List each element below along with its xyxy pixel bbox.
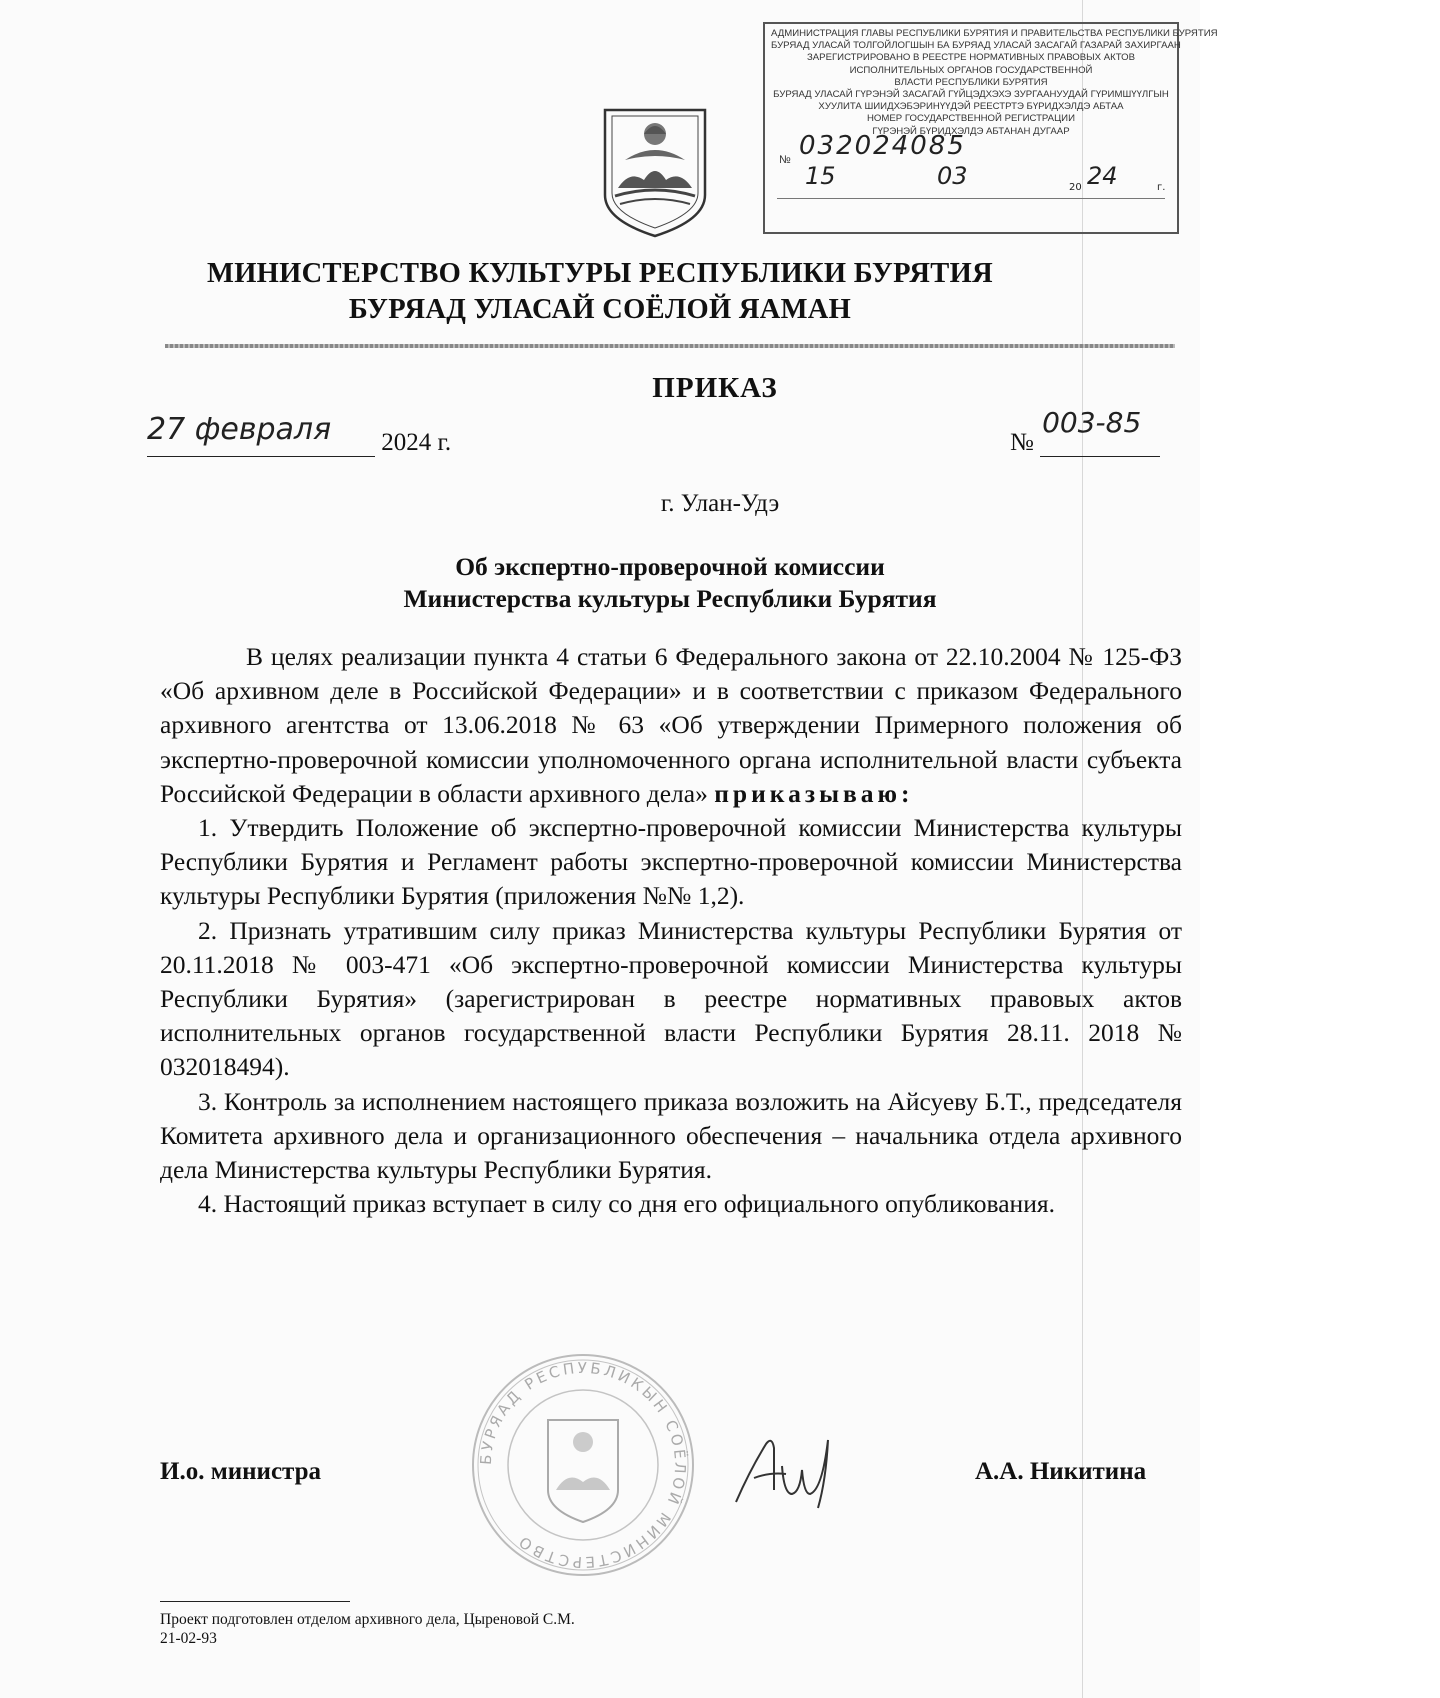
body-intro-paragraph [160,640,1182,811]
stamp-line: ЗАРЕГИСТРИРОВАНО В РЕЕСТРЕ НОРМАТИВНЫХ ПРАВОВЫХ АКТОВ [806,52,1136,64]
stamp-year-prefix: 20 [1069,181,1082,193]
registration-stamp [763,22,1218,234]
doc-body [160,640,1182,1221]
doc-number-blank [1040,406,1160,457]
doc-subject-line1: Об экспертно-проверочной комиссии [455,552,885,581]
order-word: приказываю: [714,778,914,808]
stamp-line: ГҮРЭНЭЙ БҮРИДХЭЛДЭ АБТАНАН ДУГААР [872,125,1070,137]
body-intro: В целях реализации пункта 4 статьи 6 Федерального закона от 22.10.2004 № 125-ФЗ «Об архивном деле в Российской Федерации» и в соответствии с приказом Федерального архивного агентства от 13.06.2018 № 63 «Об утверждении Примерного положения об экспертно-проверочной комиссии уполномоченного органа исполнительной власти субъекта Российской Федерации в области архивного дела» [160,642,1182,808]
doc-title: ПРИКАЗ [652,372,778,404]
doc-subject-line2: Министерства культуры Республики Бурятия [403,584,937,613]
footer-divider [160,1601,350,1602]
official-seal-icon [468,1350,698,1580]
footer-phone: 21-02-93 [160,1630,217,1647]
signatory-position: И.о. министра [160,1458,322,1485]
stamp-day: 15 [805,161,836,190]
doc-number-handwritten: 003-85 [1042,406,1142,439]
footer-note [160,1610,575,1648]
stamp-line: БУРЯАД УЛАСАЙ ГҮРЭНЭЙ ЗАСАГАЙ ГҮЙЦЭДХЭХЭ ЗУРГААНУУДАЙ ГҮРИМШҮҮЛГЫН [773,89,1169,101]
stamp-year-unit: г. [1157,181,1166,193]
doc-date-handwritten: 27 февраля [147,412,332,447]
body-item: 3. Контроль за исполнением настоящего приказа возложить на Айсуеву Б.Т., председателя Комитета архивного дела и организационного обеспечения – начальника отдела архивного дела Министерства культуры Республики Бурятия. [160,1086,1182,1185]
coat-of-arms-icon [600,100,710,240]
stamp-line: БУРЯАД УЛАСАЙ ТОЛГОЙЛОГШЫН БА БУРЯАД УЛАСАЙ ЗАСАГАЙ ГАЗАРАЙ ЗАХИРГААН [771,40,1181,52]
stamp-line: НОМЕР ГОСУДАРСТВЕННОЙ РЕГИСТРАЦИИ [867,113,1075,125]
body-item: 1. Утвердить Положение об экспертно-проверочной комиссии Министерства культуры Республики Бурятия и Регламент работы экспертно-проверочной комиссии Министерства культуры Республики Бурятия (приложения №№ 1,2). [160,813,1182,911]
stamp-line: ВЛАСТИ РЕСПУБЛИКИ БУРЯТИЯ [894,76,1048,88]
signatory-name: А.А. Никитина [975,1458,1147,1485]
footer-prepared-by: Проект подготовлен отделом архивного дела, Цыреновой С.М. [160,1611,575,1628]
seal-text: БУРЯАД РЕСПУБЛИКЫН СОЁЛОЙ МИНИСТЕРСТВО [476,1358,690,1572]
ministry-name-buryat: БУРЯАД УЛАСАЙ СОЁЛОЙ ЯАМАН [348,294,852,325]
stamp-line: ИСПОЛНИТЕЛЬНЫХ ОРГАНОВ ГОСУДАРСТВЕННОЙ [849,64,1093,76]
stamp-year-suffix: 24 [1087,161,1118,190]
doc-date [147,412,452,457]
handwritten-signature-icon [730,1430,840,1510]
header-divider [165,344,1175,348]
doc-year: 2024 г. [381,429,452,456]
body-item: 4. Настоящий приказ вступает в силу со дня его официального опубликования. [198,1189,1055,1219]
doc-number-label: № [1010,429,1034,456]
doc-city: г. Улан-Удэ [660,490,780,517]
doc-date-blank [147,412,375,457]
stamp-line: ХУУЛИТА ШИИДХЭБЭРИНҮҮДЭЙ РЕЕСТРТЭ БҮРИДХЭЛДЭ АБТАА [818,101,1124,113]
stamp-date-row [777,161,1166,199]
stamp-line: АДМИНИСТРАЦИЯ ГЛАВЫ РЕСПУБЛИКИ БУРЯТИЯ И ПРАВИТЕЛЬСТВА РЕСПУБЛИКИ БУРЯТИЯ [771,28,1218,39]
stamp-month: 03 [937,161,968,190]
stamp-no-label: № [779,153,791,166]
body-item: 2. Признать утратившим силу приказ Министерства культуры Республики Бурятия от 20.11.2018 № 003-471 «Об экспертно-проверочной комиссии Министерства культуры Республики Бурятия» (зарегистрирован в реестре нормативных правовых актов исполнительных органов государственной власти Республики Бурятия 28.11. 2018 № 032018494). [160,915,1182,1082]
stamp-reg-number: 032024085 [799,130,966,161]
doc-number [1010,406,1160,457]
ministry-name-russian: МИНИСТЕРСТВО КУЛЬТУРЫ РЕСПУБЛИКИ БУРЯТИЯ [207,258,993,289]
